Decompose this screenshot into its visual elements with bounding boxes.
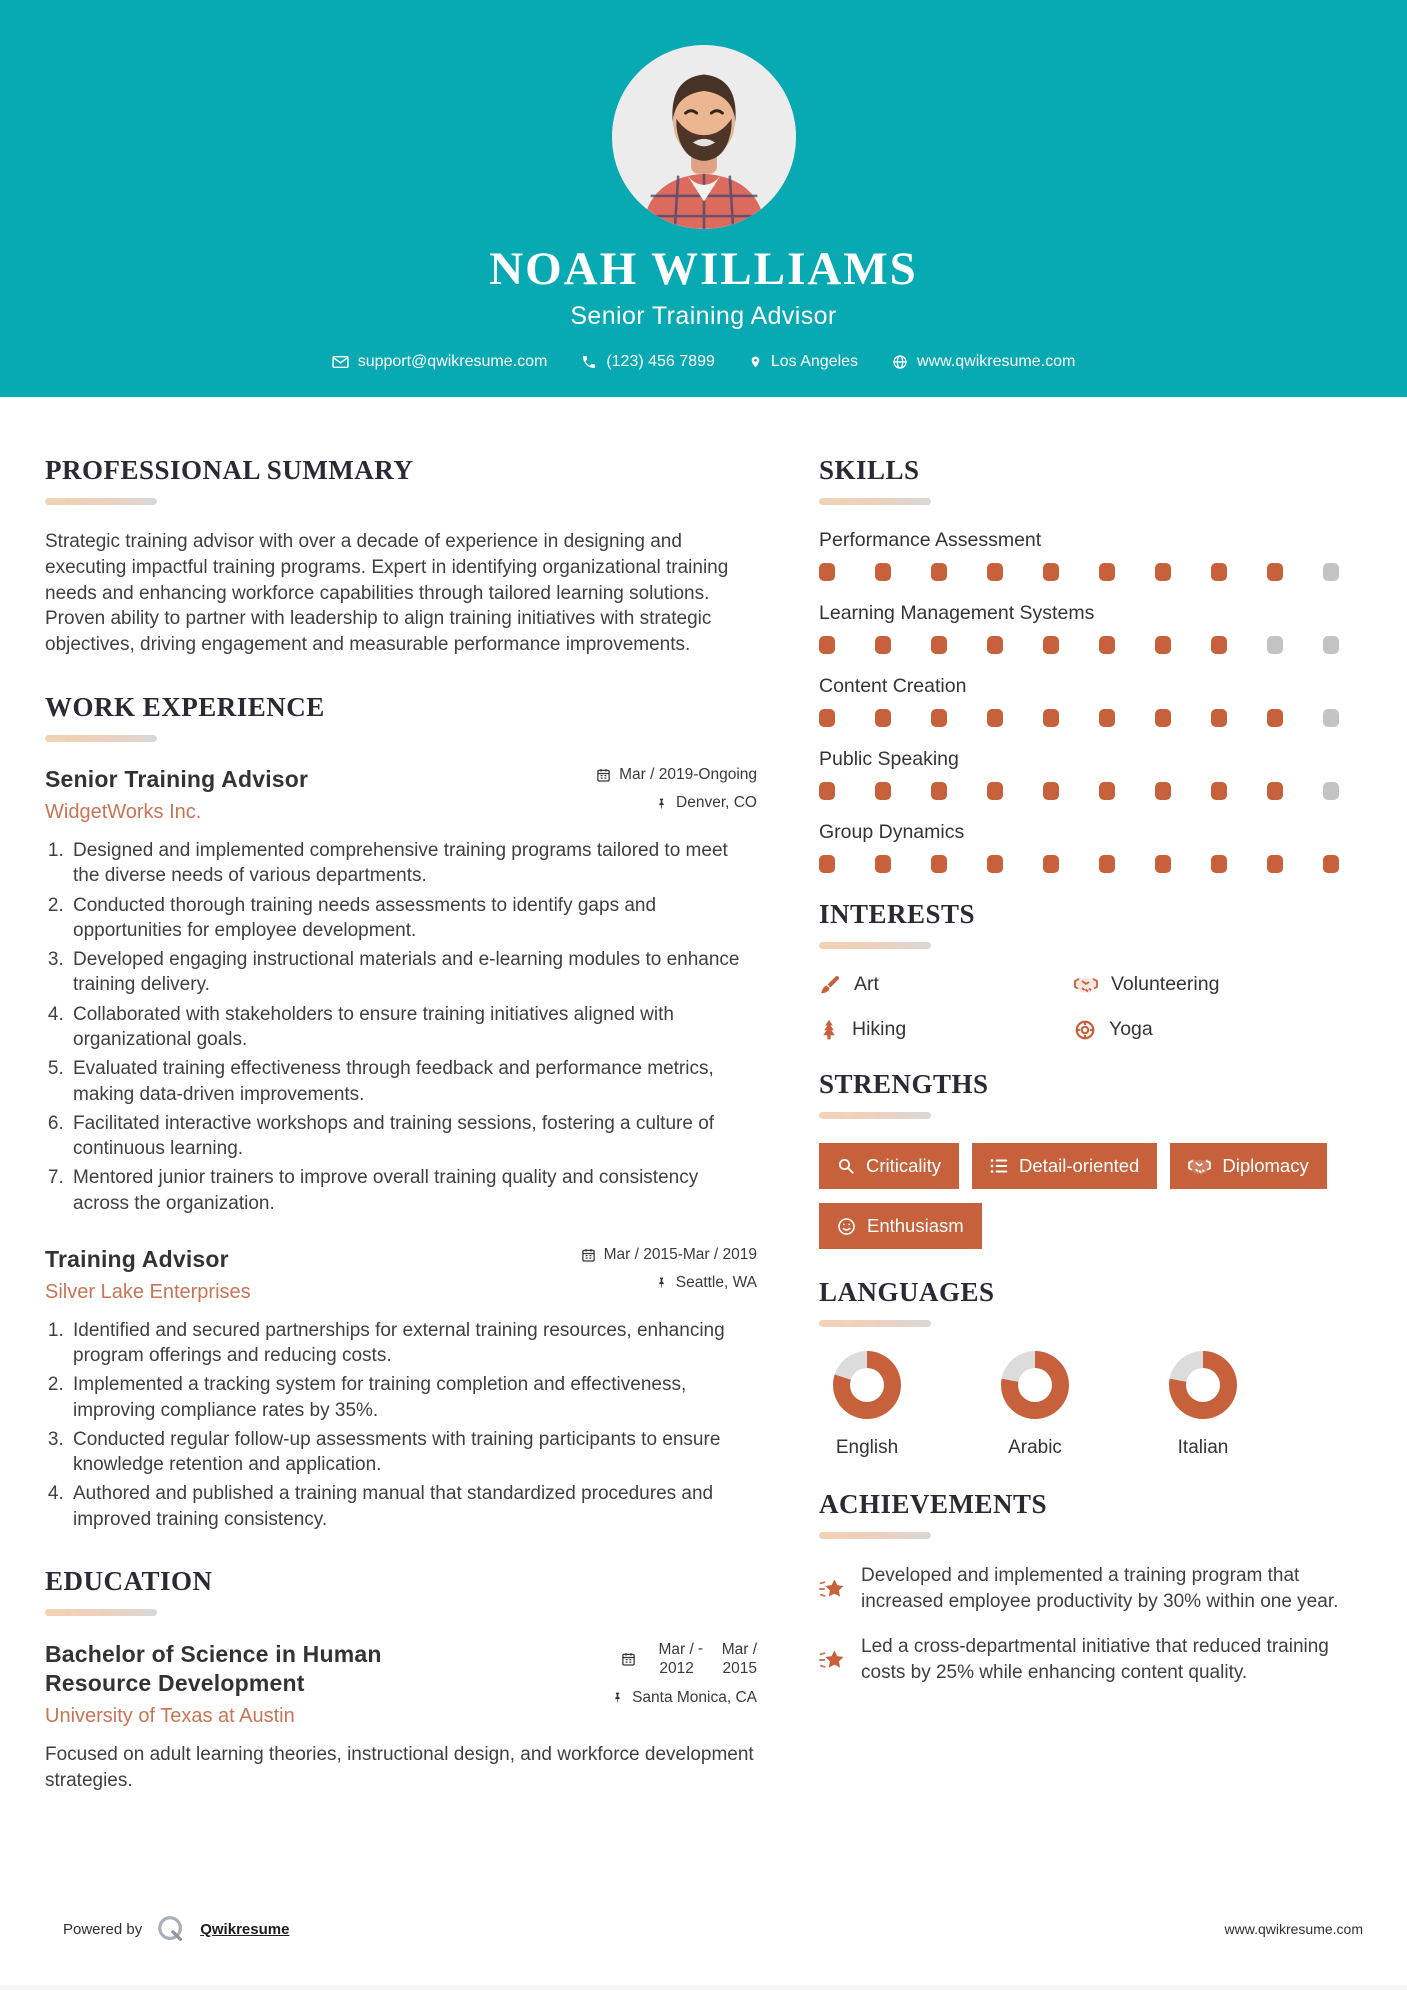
skill-dot	[987, 855, 1003, 873]
language-item	[833, 1351, 901, 1459]
contact-phone	[581, 353, 715, 371]
skill-dot	[1267, 636, 1283, 654]
skill-name: Content Creation	[819, 675, 967, 697]
language-donut-chart	[1169, 1351, 1237, 1419]
education-location	[611, 1689, 757, 1707]
section-interests	[819, 899, 1339, 1041]
skill-row	[819, 821, 1339, 873]
skill-dot	[875, 709, 891, 727]
shooting-star-icon	[819, 1565, 846, 1614]
section-heading: STRENGTHS	[819, 1069, 989, 1099]
summary-text: Strategic training advisor with over a decade of experience in designing and executing impactful training programs. Expert in identifying organizational training needs and enhancing workforce capabilities through tailored learning solutions. Proven ability to partner with leadership to align training initiatives with strategic objectives, driving engagement and measurable performance improvements.	[45, 531, 729, 656]
bullet: 4. Collaborated with stakeholders to ensure training initiatives aligned with organizational goals.	[69, 1002, 757, 1053]
handshake-icon	[1188, 1157, 1211, 1176]
contact-website-text: www.qwikresume.com	[917, 353, 1076, 370]
achievement-item	[819, 1563, 1339, 1614]
skill-dot	[1211, 563, 1227, 581]
achievement-text: Developed and implemented a training program that increased employee productivity by 30% within one year.	[861, 1565, 1339, 1612]
language-donut-chart	[833, 1351, 901, 1419]
skill-rating	[819, 563, 1339, 581]
skill-dot	[1323, 782, 1339, 800]
skill-dot	[931, 709, 947, 727]
education-description: Focused on adult learning theories, instructional design, and workforce development strategies.	[45, 1744, 754, 1792]
skill-dot	[1323, 855, 1339, 873]
magnifier-icon	[837, 1157, 855, 1175]
language-item	[1001, 1351, 1069, 1459]
footer-site-url: www.qwikresume.com	[1224, 1921, 1363, 1937]
skill-dot	[1155, 636, 1171, 654]
education-meta	[611, 1640, 757, 1717]
achievement-text: Led a cross-departmental initiative that reduced training costs by 25% while enhancing content quality.	[861, 1636, 1329, 1683]
bullet: 5. Evaluated training effectiveness through feedback and performance metrics, making data-driven improvements.	[69, 1056, 757, 1107]
skill-dot	[1099, 709, 1115, 727]
skill-row	[819, 675, 1339, 727]
section-languages	[819, 1277, 1339, 1459]
bullet: 3. Conducted regular follow-up assessments with training participants to ensure knowledge retention and application.	[69, 1427, 757, 1478]
job-dates-text: Mar / 2015-Mar / 2019	[603, 1245, 757, 1263]
contact-phone-text: (123) 456 7899	[606, 353, 715, 370]
skill-dot	[1323, 709, 1339, 727]
skill-dot	[931, 782, 947, 800]
contact-location-text: Los Angeles	[770, 353, 859, 370]
section-work-experience	[45, 692, 757, 1532]
skill-dot	[1323, 563, 1339, 581]
paintbrush-icon	[819, 974, 841, 996]
job-location-text: Seattle, WA	[675, 1273, 757, 1291]
job-meta	[581, 1246, 757, 1302]
strength-badge-diplomacy: Diplomacy	[1170, 1143, 1326, 1189]
donut-hole	[1186, 1368, 1220, 1402]
pushpin-icon	[611, 1690, 624, 1705]
contact-email[interactable]	[332, 353, 548, 371]
skill-rating	[819, 782, 1339, 800]
language-label: English	[835, 1437, 899, 1458]
footer-branding	[63, 1914, 289, 1944]
interest-label: Volunteering	[1111, 973, 1220, 995]
strength-badge-enthusiasm: Enthusiasm	[819, 1203, 982, 1249]
skill-dot	[1099, 563, 1115, 581]
bullet: 2. Conducted thorough training needs assessments to identify gaps and opportunities for employee development.	[69, 893, 757, 944]
skill-dot	[1267, 563, 1283, 581]
skill-dot	[1211, 782, 1227, 800]
skill-dot	[819, 636, 835, 654]
education-dates	[611, 1640, 757, 1679]
skill-dot	[819, 709, 835, 727]
skill-dot	[931, 636, 947, 654]
heading-underline	[45, 498, 157, 505]
section-heading: PROFESSIONAL SUMMARY	[45, 455, 414, 485]
skill-dot	[1043, 563, 1059, 581]
skill-dot	[875, 636, 891, 654]
skill-dot	[819, 563, 835, 581]
calendar-icon	[596, 767, 611, 783]
avatar	[612, 45, 796, 229]
skill-dot	[819, 855, 835, 873]
job-company: WidgetWorks Inc.	[45, 801, 202, 824]
interest-item	[819, 1018, 1074, 1041]
job-dates	[596, 766, 757, 784]
interest-label: Yoga	[1109, 1018, 1153, 1040]
skill-dot	[1267, 782, 1283, 800]
bullet: 1. Designed and implemented comprehensive training programs tailored to meet the diverse needs of various departments.	[69, 838, 757, 889]
skill-dot	[819, 782, 835, 800]
header	[0, 0, 1407, 397]
interest-item	[1074, 1018, 1339, 1041]
section-heading: EDUCATION	[45, 1565, 213, 1596]
bullet: 6. Facilitated interactive workshops and training sessions, fostering a culture of continuous learning.	[69, 1111, 757, 1162]
smiley-icon	[837, 1217, 856, 1236]
bullet: 1. Identified and secured partnerships for external training resources, enhancing program offerings and reducing costs.	[69, 1318, 757, 1369]
bullet: 4. Authored and published a training manual that standardized procedures and improved training consistency.	[69, 1481, 757, 1532]
list-icon	[990, 1158, 1008, 1174]
calendar-icon	[581, 1247, 596, 1263]
section-strengths	[819, 1069, 1339, 1249]
job-location	[596, 794, 757, 812]
section-heading: INTERESTS	[819, 899, 976, 929]
education-dates-text: Mar / 2012 - Mar / 2015	[658, 1639, 757, 1678]
education-location-text: Santa Monica, CA	[632, 1688, 757, 1706]
skill-dot	[1099, 855, 1115, 873]
skill-name: Group Dynamics	[819, 821, 965, 843]
interest-label: Hiking	[852, 1018, 907, 1040]
donut-hole	[850, 1368, 884, 1402]
skill-dot	[875, 782, 891, 800]
interests-grid	[819, 973, 1339, 1041]
job-location-text: Denver, CO	[676, 794, 757, 812]
education-header	[45, 1640, 757, 1729]
section-education	[45, 1566, 757, 1794]
heading-underline	[819, 1320, 931, 1327]
language-donut-chart	[1001, 1351, 1069, 1419]
language-label: Italian	[1177, 1437, 1229, 1458]
contact-website[interactable]	[892, 353, 1075, 371]
skill-dot	[1155, 782, 1171, 800]
bullet: 2. Implemented a tracking system for training completion and effectiveness, improving compliance rates by 35%.	[69, 1372, 757, 1423]
skill-row	[819, 529, 1339, 581]
skill-name: Learning Management Systems	[819, 602, 1095, 624]
skill-dot	[1099, 636, 1115, 654]
handshake-icon	[1074, 975, 1098, 995]
languages-row	[819, 1351, 1339, 1459]
person-name: NOAH WILLIAMS	[489, 243, 918, 295]
skill-rating	[819, 855, 1339, 873]
skill-dot	[1267, 709, 1283, 727]
skill-dot	[1155, 855, 1171, 873]
job-title: Training Advisor	[45, 1245, 229, 1272]
skill-name: Performance Assessment	[819, 529, 1042, 551]
tree-icon	[819, 1019, 839, 1041]
skill-dot	[875, 563, 891, 581]
globe-icon	[892, 354, 908, 370]
right-column	[819, 455, 1339, 1828]
skill-dot	[1099, 782, 1115, 800]
heading-underline	[819, 1532, 931, 1539]
contact-email-text: support@qwikresume.com	[357, 353, 548, 370]
skill-dot	[1043, 709, 1059, 727]
job-entry	[45, 1246, 757, 1532]
job-header	[45, 766, 757, 824]
school-name: University of Texas at Austin	[45, 1705, 295, 1728]
skill-dot	[987, 563, 1003, 581]
phone-icon	[581, 354, 597, 370]
footer	[63, 1914, 1363, 1944]
skill-dot	[987, 709, 1003, 727]
skill-dot	[1211, 855, 1227, 873]
job-bullets	[45, 1318, 757, 1532]
job-bullets	[45, 838, 757, 1216]
mail-icon	[332, 355, 349, 369]
skill-dot	[1211, 636, 1227, 654]
job-header	[45, 1246, 757, 1304]
skill-dot	[875, 855, 891, 873]
job-meta	[596, 766, 757, 822]
skill-dot	[1155, 709, 1171, 727]
pin-icon	[749, 354, 762, 370]
skill-rating	[819, 636, 1339, 654]
strength-badge-detail-oriented: Detail-oriented	[972, 1143, 1157, 1189]
pushpin-icon	[655, 796, 668, 811]
heading-underline	[819, 942, 931, 949]
skill-rating	[819, 709, 1339, 727]
skill-dot	[1043, 636, 1059, 654]
skill-dot	[1323, 636, 1339, 654]
job-title-block	[45, 1246, 251, 1304]
qwikresume-logo-icon	[156, 1914, 186, 1944]
job-dates	[581, 1246, 757, 1264]
contact-location	[749, 353, 858, 371]
qwikresume-link[interactable]: Qwikresume	[200, 1920, 290, 1938]
heading-underline	[45, 735, 157, 742]
calendar-icon	[621, 1651, 636, 1667]
heading-underline	[819, 498, 931, 505]
language-label: Arabic	[1008, 1437, 1062, 1458]
skill-dot	[987, 782, 1003, 800]
skill-dot	[987, 636, 1003, 654]
language-item	[1169, 1351, 1237, 1459]
job-company: Silver Lake Enterprises	[45, 1280, 251, 1303]
section-achievements	[819, 1489, 1339, 1686]
contact-row	[0, 353, 1407, 371]
interest-label: Art	[854, 973, 879, 995]
pushpin-icon	[655, 1275, 668, 1290]
skill-dot	[1211, 709, 1227, 727]
job-title-block	[45, 766, 308, 824]
skill-name: Public Speaking	[819, 748, 959, 770]
degree-title: Bachelor of Science in Human Resource Development	[45, 1640, 382, 1696]
skill-dot	[931, 855, 947, 873]
achievement-item	[819, 1634, 1339, 1685]
job-dates-text: Mar / 2019-Ongoing	[619, 766, 757, 784]
donut-hole	[1018, 1368, 1052, 1402]
job-title: Senior Training Advisor	[45, 766, 309, 793]
strengths-list	[819, 1143, 1339, 1249]
interest-item	[819, 973, 1074, 996]
left-column	[45, 455, 757, 1828]
strength-badge-criticality: Criticality	[819, 1143, 959, 1189]
heading-underline	[45, 1609, 157, 1616]
section-skills	[819, 455, 1339, 873]
interest-item	[1074, 973, 1339, 996]
bullet: 7. Mentored junior trainers to improve overall training quality and consistency across the organization.	[69, 1165, 757, 1216]
skill-dot	[1043, 855, 1059, 873]
section-heading: WORK EXPERIENCE	[45, 692, 325, 723]
section-professional-summary	[45, 455, 757, 658]
skill-row	[819, 602, 1339, 654]
education-title-block	[45, 1640, 485, 1729]
content-columns	[0, 397, 1407, 1828]
bullet: 3. Developed engaging instructional materials and e-learning modules to enhance training delivery.	[69, 947, 757, 998]
job-entry	[45, 766, 757, 1216]
avatar-illustration	[612, 45, 796, 229]
powered-by-label: Powered by	[63, 1920, 143, 1938]
skill-dot	[931, 563, 947, 581]
job-location	[581, 1274, 757, 1292]
skill-dot	[1267, 855, 1283, 873]
lifebuoy-icon	[1074, 1019, 1096, 1041]
skill-dot	[1043, 782, 1059, 800]
section-heading: LANGUAGES	[819, 1277, 995, 1307]
skill-dot	[1155, 563, 1171, 581]
section-heading: ACHIEVEMENTS	[819, 1489, 1048, 1519]
section-heading: SKILLS	[819, 455, 920, 485]
shooting-star-icon	[819, 1636, 846, 1685]
skill-row	[819, 748, 1339, 800]
heading-underline	[819, 1112, 931, 1119]
person-job-title: Senior Training Advisor	[570, 302, 837, 330]
